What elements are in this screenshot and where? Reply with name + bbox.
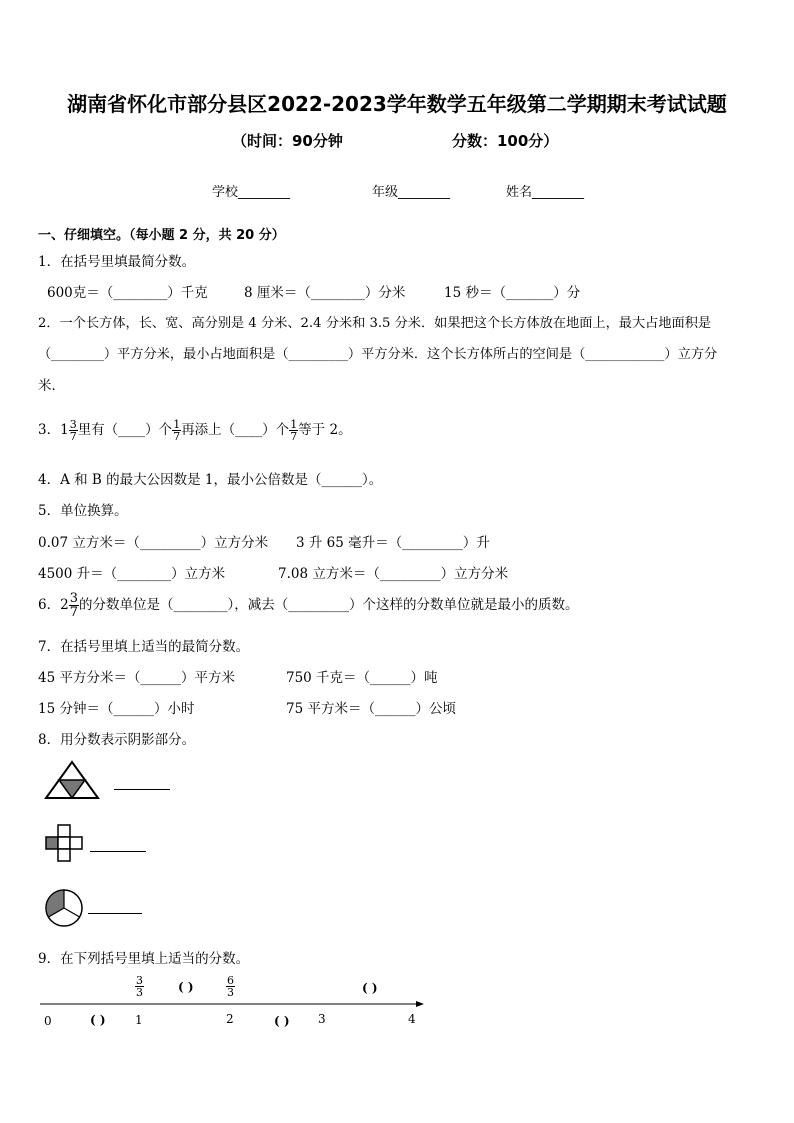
fraction [172,419,181,442]
tick-label: 4 [408,1012,416,1026]
name-field: 姓名________ [506,185,585,200]
numerator: 3 [69,591,78,606]
question-3 [38,418,352,442]
tick-label: 1 [135,1013,143,1027]
fraction-label [135,975,144,998]
time-label: （时间：90分钟 [232,132,343,150]
answer-line [88,913,142,914]
question-7-a: 45 平方分米＝（______）平方米 [38,670,235,686]
question-3-post: 等于 2。 [298,422,352,438]
tick-label: 0 [44,1014,52,1028]
question-3-pre: 3．1 [38,422,69,438]
question-1-c: 15 秒＝（_______）分 [444,285,581,301]
question-4: 4．A 和 B 的最大公因数是 1，最小公倍数是（______）。 [38,472,383,488]
question-6-pre: 6．2 [38,597,69,613]
grade-field: 年级________ [372,185,451,200]
question-9-stem: 9．在下列括号里填上适当的分数。 [38,951,250,967]
question-1-stem: 1．在括号里填最简分数。 [38,254,196,270]
question-7-d: 75 平方米＝（______）公顷 [286,701,456,717]
answer-blank: ( ) [274,1014,290,1028]
question-7-stem: 7．在括号里填上适当的最简分数。 [38,639,250,655]
tick-label: 3 [318,1012,326,1026]
answer-line [90,851,146,852]
triangle-figure [44,760,100,800]
answer-line [114,789,170,790]
answer-blank: ( ) [178,980,194,994]
question-5-d: 7.08 立方米＝（_________）立方分米 [278,566,509,582]
denominator: 3 [136,986,143,999]
question-2-line-1: 2．一个长方体，长、宽、高分别是 4 分米、2.4 分米和 3.5 分米．如果把这个长方体放在地面上，最大占地面积是 [38,316,712,331]
question-6-post: 的分数单位是（________），减去（_________）个这样的分数单位就是最小的质数。 [78,597,579,613]
numerator: 1 [173,418,181,431]
question-7-b: 750 千克＝（______）吨 [286,670,438,686]
denominator: 7 [69,430,77,443]
question-6 [38,592,578,619]
numerator: 3 [136,974,143,987]
question-7-c: 15 分钟＝（______）小时 [38,701,195,717]
numerator: 3 [69,418,77,431]
fraction [69,419,78,442]
denominator: 7 [173,430,181,443]
question-5-c: 4500 升＝（________）立方米 [38,566,226,582]
question-3-mid-2: 再添上（____）个 [181,422,290,438]
fraction [69,592,79,619]
numerator: 6 [227,974,234,987]
denominator: 3 [227,986,234,999]
question-1-a: 600克＝（________）千克 [47,285,208,301]
fraction [289,419,298,442]
number-line [38,996,430,1010]
question-1-b: 8 厘米＝（________）分米 [244,285,406,301]
school-field: 学校________ [212,185,291,200]
question-3-mid-1: 里有（____）个 [77,422,173,438]
question-5-b: 3 升 65 毫升＝（_________）升 [296,535,490,551]
fraction-label [226,975,235,998]
question-5-a: 0.07 立方米＝（_________）立方分米 [38,535,269,551]
answer-blank: ( ) [362,981,378,995]
question-8-stem: 8．用分数表示阴影部分。 [38,732,196,748]
numerator: 1 [290,418,298,431]
denominator: 7 [290,430,298,443]
denominator: 7 [69,605,78,620]
answer-blank: ( ) [90,1013,106,1027]
score-label: 分数：100分） [452,132,559,150]
cross-figure [44,823,88,863]
section-heading: 一、仔细填空。（每小题 2 分，共 20 分） [38,228,285,243]
question-2-line-2: （________）平方分米，最小占地面积是（_________）平方分米．这个长方体所占的空间是（____________）立方分 [38,347,718,362]
question-5-stem: 5．单位换算。 [38,503,128,519]
page-title: 湖南省怀化市部分县区2022-2023学年数学五年级第二学期期末考试试题 [67,92,727,116]
circle-figure [42,888,86,928]
tick-label: 2 [226,1012,234,1026]
question-2-line-3: 米． [38,378,65,394]
